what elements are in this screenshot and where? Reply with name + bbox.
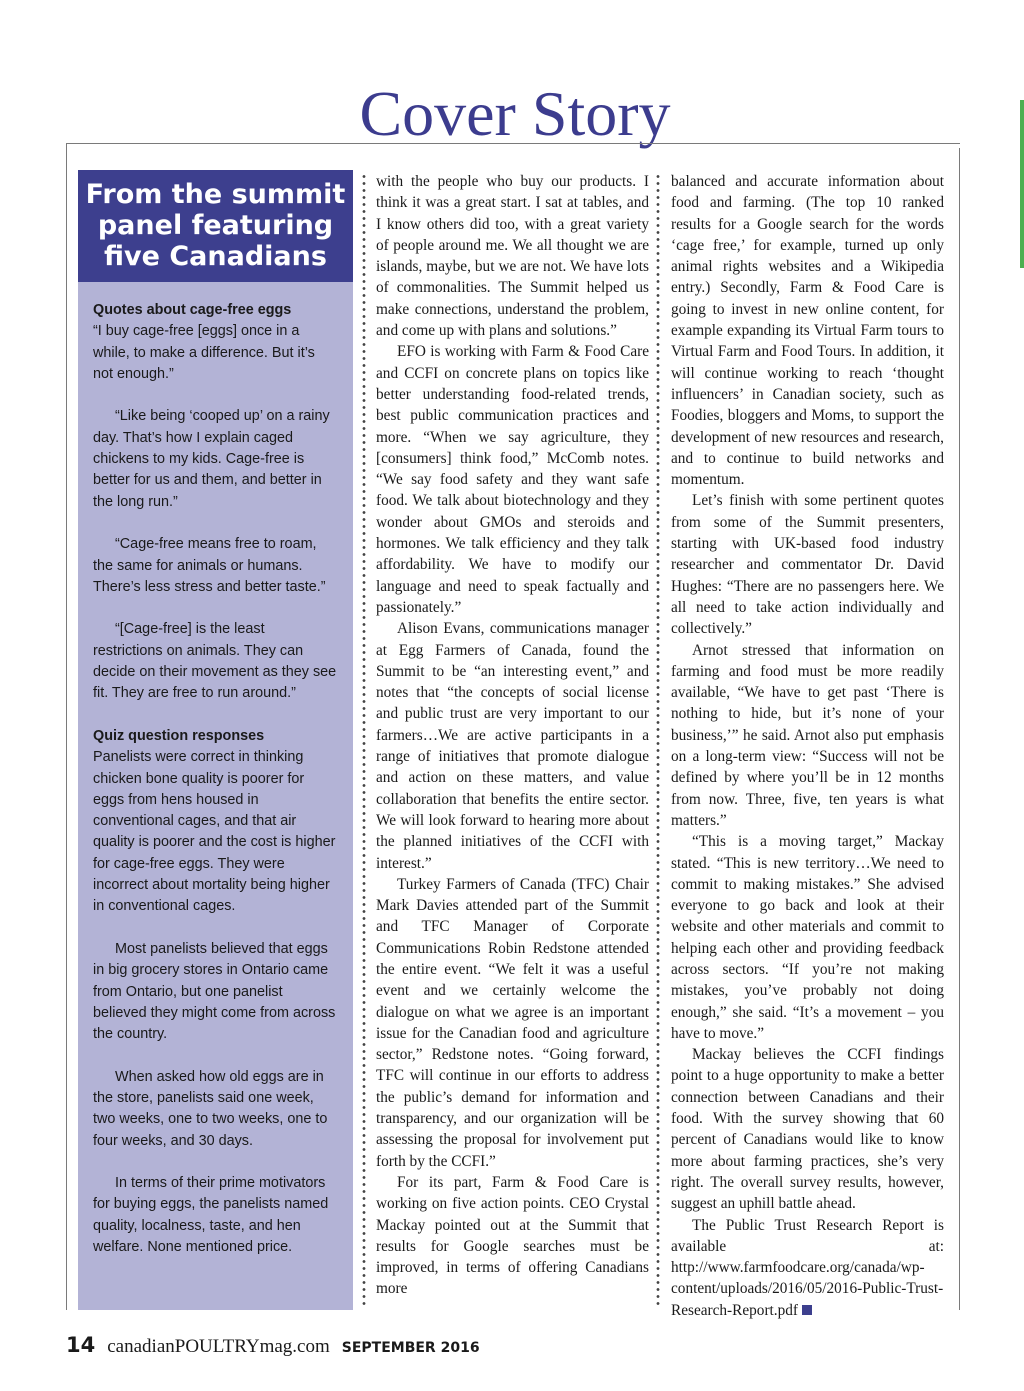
issue-date: SEPTEMBER 2016 bbox=[341, 1340, 480, 1356]
sidebar-title: From the summit panel featuring five Canadians bbox=[78, 170, 353, 282]
article-paragraph: EFO is working with Farm & Food Care and CCFI on concrete plans on topics like better understanding food-related trends, best public communication practices and more. “When we say agriculture, they [consumers] think food,” McComb notes. “We say food safety and they want safe food. We talk about biotechnology and they wonder about GMOs and steroids and hormones. We talk efficiency and they talk affordability. We have to modify our language and need to speak factually and passionately.” bbox=[376, 343, 649, 616]
article-column-1 bbox=[376, 171, 649, 1300]
page-footer bbox=[66, 1333, 480, 1358]
article-paragraph: “This is a moving target,” Mackay stated. “This is new territory…We need to commit to making mistakes.” She advised everyone to go back and look at their website and other materials and commit to helping each other and providing feedback across sectors. “If you’re not making mistakes, you’ve probably not doing enough,” she said. “It’s a movement – you have to move.” bbox=[671, 833, 944, 1042]
column-divider-dots bbox=[362, 173, 366, 1305]
title-rule bbox=[66, 143, 960, 144]
page-number: 14 bbox=[66, 1333, 96, 1357]
sidebar-quote: “Cage-free means free to roam, the same for animals or humans. There’s less stress and better taste.” bbox=[93, 536, 326, 595]
sidebar-quote: “[Cage-free] is the least restrictions on animals. They can decide on their movement as they see fit. They are free to run around.” bbox=[93, 621, 337, 702]
quiz-paragraph: Most panelists believed that eggs in big grocery stores in Ontario came from Ontario, but one panelist believed they might come from across the country. bbox=[93, 940, 336, 1043]
article-paragraph: Let’s finish with some pertinent quotes from some of the Summit presenters, starting with UK-based food industry researcher and commentator Dr. David Hughes: “There are no passengers here. We all need to take action individually and collectively.” bbox=[671, 492, 944, 638]
quiz-paragraph: When asked how old eggs are in the store, panelists said one week, two weeks, one to two weeks, one to four weeks, and 30 days. bbox=[93, 1068, 328, 1149]
article-paragraph: Mackay believes the CCFI findings point to a huge opportunity to make a better connection between Canadians and their food. With the survey showing that 60 percent of Canadians would like to know more about farming practices, she’s very right. The overall survey results, however, suggest an uphill battle ahead. bbox=[671, 1046, 944, 1213]
sidebar-body bbox=[78, 282, 353, 1258]
article-column-2 bbox=[671, 171, 944, 1321]
section-title: Cover Story bbox=[359, 78, 671, 149]
quiz-heading: Quiz question responses bbox=[93, 727, 265, 744]
article-paragraph: Alison Evans, communications manager at Egg Farmers of Canada, found the Summit to be “an interesting event,” and notes that “the concepts of social license and public trust are very important to our farmers…We are active participants in a range of initiatives that promote dialogue and action on these matters, and value collaboration that benefits the entire sector. We will look forward to hearing more about the planned initiatives of the CCFI with interest.” bbox=[376, 620, 649, 872]
frame-left-rule bbox=[66, 143, 67, 1310]
column-divider-dots bbox=[656, 173, 660, 1305]
article-paragraph: For its part, Farm & Food Care is working on five action points. CEO Crystal Mackay pointed out at the Summit that results for Google searches must be improved, in terms of offering Canadians more bbox=[376, 1173, 649, 1298]
article-paragraph-last bbox=[671, 1215, 944, 1321]
quiz-paragraph: Panelists were correct in thinking chicken bone quality is poorer for eggs from hens housed in conventional cages, and that air quality is poorer and the cost is higher for cage-free eggs. They were incorrect about mortality being higher in conventional cages. bbox=[93, 749, 336, 915]
quiz-paragraph: In terms of their prime motivators for buying eggs, the panelists named quality, localness, taste, and hen welfare. None mentioned price. bbox=[93, 1175, 329, 1256]
quotes-heading: Quotes about cage-free eggs bbox=[93, 302, 292, 318]
report-link-text[interactable]: The Public Trust Research Report is available at: http://www.farmfoodcare.org/canada/wp-content/uploads/2016/05/2016-Public-Trust-Research-Report.pdf bbox=[671, 1216, 944, 1319]
article-paragraph: with the people who buy our products. I think it was a great start. I sat at tables, and I know others did too, with a great variety of people around me. We all thought we are islands, maybe, but we are not. We have lots of commonalities. The Summit helped us make connections, understand the problem, and come up with plans and solutions.” bbox=[376, 173, 649, 340]
sidebar-quote: “Like being ‘cooped up’ on a rainy day. That’s how I explain caged chickens to my kids. Cage-free is better for us and them, and better in the long run.” bbox=[93, 408, 330, 510]
sidebar-quote: “I buy cage-free [eggs] once in a while, to make a difference. But it’s not enough.” bbox=[93, 323, 315, 382]
sidebar-box bbox=[78, 170, 353, 1310]
end-of-article-mark bbox=[802, 1305, 812, 1315]
magazine-url[interactable]: canadianPOULTRYmag.com bbox=[107, 1336, 330, 1357]
page-edge-tab bbox=[1020, 100, 1024, 268]
article-paragraph: Arnot stressed that information on farming and food must be more readily available, “We have to get past ‘There is nothing to hide, but it’s none of your business,’” he said. Arnot also put emphasis on a long-term view: “Success will not be defined by where you’ll be in 12 months from now. Three, five, ten years is what matters.” bbox=[671, 641, 944, 829]
frame-right-rule bbox=[959, 148, 960, 1310]
article-paragraph: Turkey Farmers of Canada (TFC) Chair Mark Davies attended part of the Summit and TFC Manager of Corporate Communications Robin Redstone attended the entire event. “We felt it was a useful event and we certainly welcome the dialogue on what we agree is an important issue for the Canadian food and agriculture sector,” Redstone notes. “Going forward, TFC will continue in our efforts to address the public’s demand for information and transparency, and our organization will be assessing the proposal for involvement put forth by the CCFI.” bbox=[376, 875, 649, 1170]
article-paragraph: balanced and accurate information about food and farming. (The top 10 ranked results for a Google search for the words ‘cage free,’ for example, turned up only animal rights websites and a Wikipedia entry.) Secondly, Farm & Food Care is going to invest in new online content, for example expanding its Virtual Farm tours to Virtual Farm and Food Tours. In addition, it will continue working to reach ‘thought influencers’ in Canadian society, such as Foodies, bloggers and Moms, to support the development of new resources and research, and to continue to build networks and momentum. bbox=[671, 173, 944, 489]
